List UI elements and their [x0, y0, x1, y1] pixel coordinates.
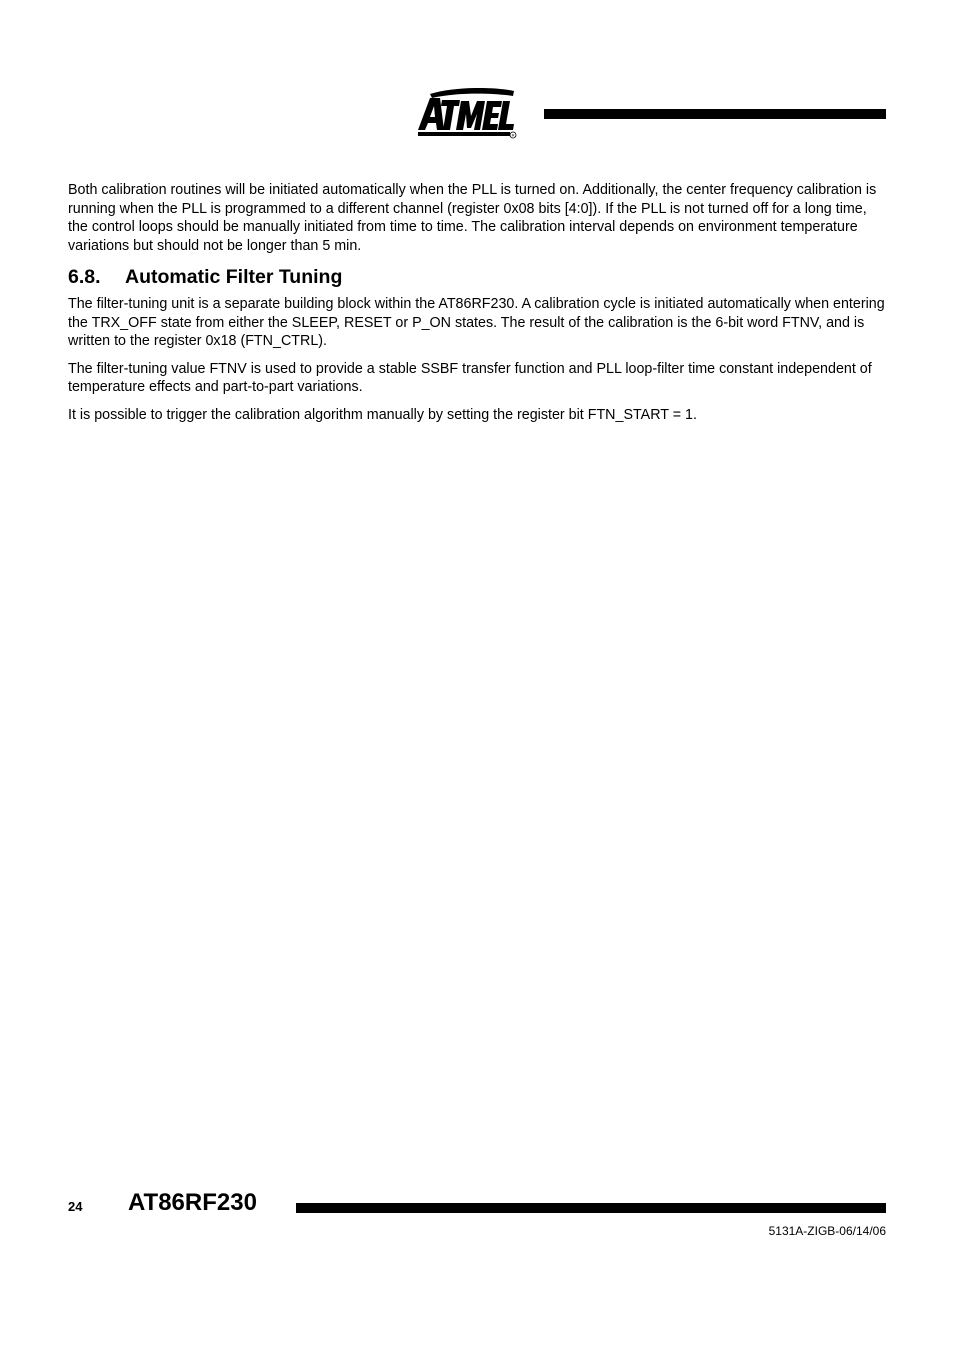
section-paragraph: The filter-tuning unit is a separate building block within the AT86RF230. A calibration cycle is initiated automatically when entering the TRX_OFF state from either the SLEEP, RESET or P_ON states. The result of the calibration is the 6-bit word FTNV, and is written to the register 0x18 (FTN_CTRL).: [68, 296, 885, 349]
section-paragraph: The filter-tuning value FTNV is used to provide a stable SSBF transfer function and PLL loop-filter time constant independent of temperature effects and part-to-part variations.: [68, 360, 872, 395]
header-rule: [544, 109, 886, 119]
section-heading: [68, 265, 888, 289]
document-number: 5131A-ZIGB-06/14/06: [768, 1224, 886, 1238]
footer-rule: [296, 1203, 886, 1213]
product-name: AT86RF230: [128, 1189, 257, 1216]
intro-paragraph: Both calibration routines will be initiated automatically when the PLL is turned on. Additionally, the center frequency calibration is running when the PLL is programmed to a different channel (register 0x08 bits [4:0]). If the PLL is not turned off for a long time, the control loops should be manually initiated from time to time. The calibration interval depends on environment temperature variations but should not be longer than 5 min.: [68, 182, 877, 254]
section-paragraph: It is possible to trigger the calibration algorithm manually by setting the register bit FTN_START = 1.: [68, 406, 697, 423]
page-content: [68, 181, 888, 433]
section-number: 6.8.: [68, 266, 101, 288]
section-title: Automatic Filter Tuning: [125, 266, 343, 288]
atmel-logo-icon: [416, 88, 518, 140]
page-number: 24: [68, 1199, 83, 1214]
svg-text:R: R: [511, 132, 515, 138]
